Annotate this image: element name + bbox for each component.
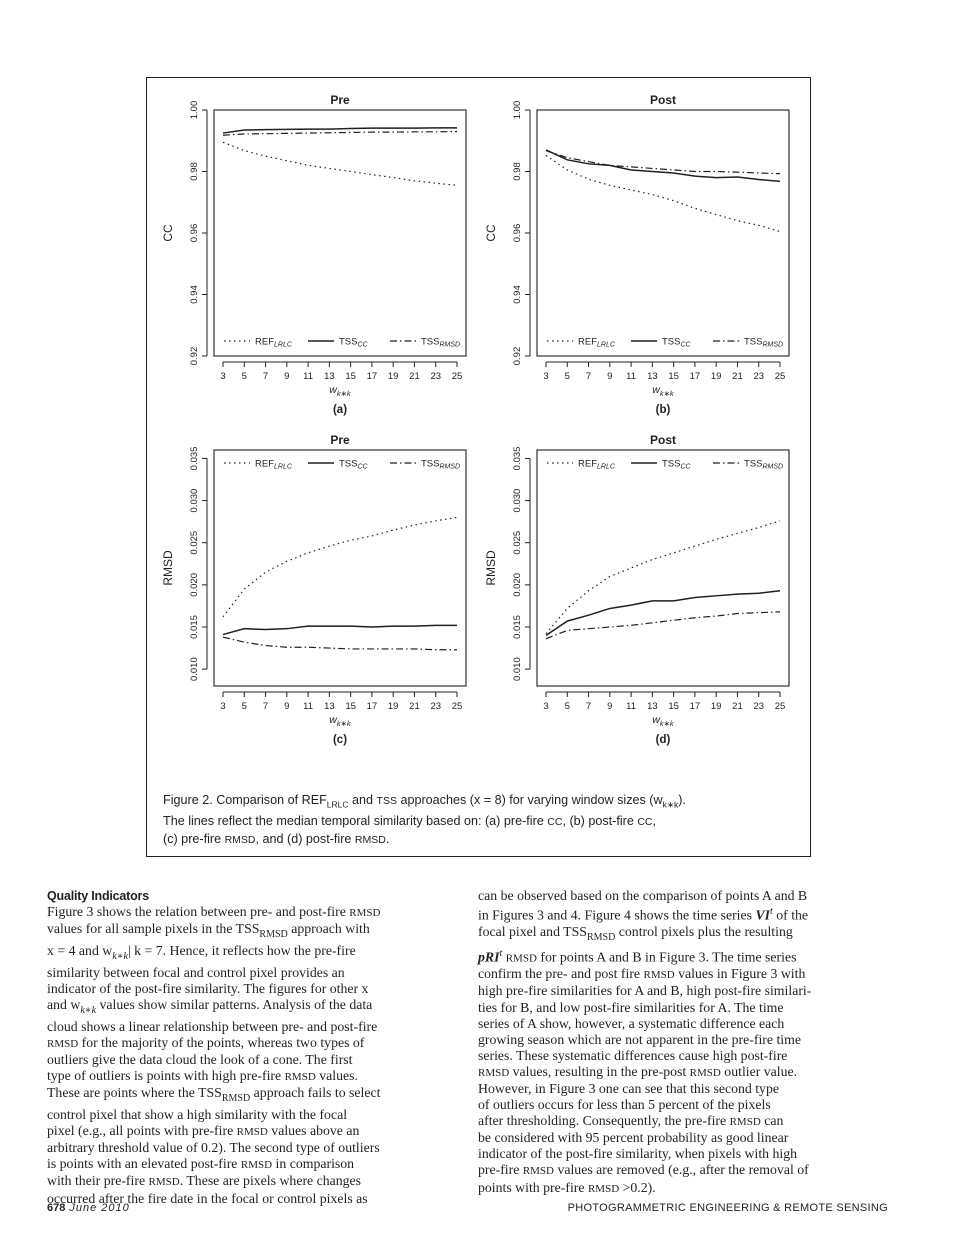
text-line: series of A show, however, a systematic difference each: [478, 1015, 785, 1031]
text-line: These are points where the $TSS_{RMSD}$ approach fails to select: [47, 1085, 381, 1104]
y-tick-label: 0.035: [189, 446, 200, 471]
series-line-reflrlc: [223, 142, 457, 185]
x-tick-label: 23: [753, 701, 765, 712]
text-line: with their pre-fire RMSD. These are pixels where changes: [47, 1173, 362, 1189]
text-line: and $w_{k∗k}$ values show similar patterns. Analysis of the data: [47, 996, 373, 1016]
y-tick-label: 0.98: [512, 162, 523, 181]
y-tick-label: 0.035: [512, 446, 523, 471]
text-line: occurred after the fire date in the focal or control pixels as: [47, 1190, 368, 1206]
x-tick-label: 3: [220, 701, 226, 712]
x-tick-label: 21: [409, 371, 420, 382]
chart-title: Post: [649, 433, 677, 447]
x-tick-label: 5: [241, 371, 247, 382]
x-tick-label: 11: [303, 371, 314, 382]
x-tick-label: 23: [753, 371, 765, 382]
chart-panel-a: [161, 93, 466, 416]
x-axis-label: $w_{k∗k}$: [652, 384, 674, 398]
text-line: pRI$^t$ RMSD for points A and B in Figure 3. The time series: [478, 947, 797, 965]
y-tick-label: 0.98: [189, 162, 200, 181]
legend-label: $REF_{LRLC}$: [255, 336, 292, 349]
x-tick-label: 17: [366, 701, 378, 712]
x-axis-label: $w_{k∗k}$: [329, 714, 351, 728]
series-line-tssrmsd: [223, 637, 457, 650]
y-tick-label: 0.92: [512, 346, 523, 366]
y-tick-label: 0.010: [189, 657, 200, 682]
chart-panel-b: [484, 93, 789, 416]
series-line-tsscc: [546, 150, 780, 181]
legend-label: $TSS_{CC}$: [662, 458, 691, 471]
y-tick-label: 0.94: [189, 285, 200, 304]
y-tick-label: 0.030: [512, 488, 523, 513]
body-text-left: [47, 904, 467, 1207]
plot-area: [537, 110, 789, 356]
x-tick-label: 9: [284, 701, 290, 712]
x-tick-label: 13: [324, 371, 335, 382]
y-tick-label: 0.92: [189, 346, 200, 366]
x-tick-label: 3: [220, 371, 226, 382]
text-line: control pixel that show a high similarity with the focal: [47, 1107, 348, 1123]
caption-line-3: (c) pre-fire RMSD, and (d) post-fire RMSD.: [163, 831, 390, 846]
text-line: be considered with 95 percent probability as good linear: [478, 1130, 789, 1146]
text-line: outliers give the data cloud the look of a cone. The first: [47, 1052, 353, 1067]
text-line: RMSD for the majority of the points, whereas two types of: [47, 1034, 365, 1050]
x-tick-label: 15: [345, 371, 356, 382]
x-tick-label: 13: [647, 701, 658, 712]
x-axis-label: $w_{k∗k}$: [329, 384, 351, 398]
text-line: of outliers occurs for less than 5 percent of the pixels: [478, 1097, 771, 1113]
legend-label: $TSS_{CC}$: [339, 458, 368, 471]
chart-panel-d: [484, 433, 789, 746]
text-line: Figure 3 shows the relation between pre- and post-fire RMSD: [47, 904, 381, 919]
chart-legend: [224, 337, 460, 349]
legend-label: $TSS_{RMSD}$: [421, 336, 461, 349]
x-axis-label: $w_{k∗k}$: [652, 714, 674, 728]
legend-label: $REF_{LRLC}$: [255, 458, 292, 471]
legend-label: $REF_{LRLC}$: [578, 458, 615, 471]
y-axis-label: RMSD: [484, 550, 498, 586]
legend-label: $REF_{LRLC}$: [578, 336, 615, 349]
x-tick-label: 21: [732, 371, 743, 382]
x-tick-label: 11: [626, 701, 637, 712]
x-tick-label: 7: [262, 701, 269, 712]
x-tick-label: 11: [626, 371, 637, 382]
x-tick-label: 9: [607, 371, 613, 382]
plot-area: [537, 450, 789, 686]
x-tick-label: 13: [324, 701, 335, 712]
text-line: points with pre-fire RMSD >0.2).: [478, 1179, 656, 1195]
text-line: indicator of the post-fire similarity. The figures for other x: [47, 980, 369, 996]
panel-letter: (c): [332, 734, 348, 746]
legend-label: $TSS_{RMSD}$: [421, 458, 461, 471]
x-tick-label: 15: [668, 371, 679, 382]
y-axis-label: CC: [484, 224, 498, 242]
x-tick-label: 17: [689, 371, 701, 382]
series-line-reflrlc: [546, 156, 780, 232]
body-column-left: [47, 888, 467, 1207]
text-line: type of outliers is points with high pre-fire RMSD values.: [47, 1068, 358, 1084]
panel-letter: (b): [655, 404, 671, 416]
text-line: RMSD values, resulting in the pre-post RMSD outlier value.: [478, 1063, 798, 1079]
x-tick-label: 25: [774, 701, 786, 712]
x-tick-label: 3: [543, 371, 549, 382]
series-line-tsscc: [223, 625, 457, 634]
text-line: focal pixel and $TSS_{RMSD}$ control pixels plus the resulting: [478, 923, 793, 943]
x-tick-label: 5: [564, 371, 570, 382]
body-text-right: [478, 888, 898, 1197]
x-tick-label: 19: [710, 701, 722, 712]
text-line: values for all sample pixels in the $TSS_{RMSD}$ approach with: [47, 921, 370, 940]
y-tick-label: 0.010: [512, 657, 523, 682]
series-line-tssrmsd: [223, 132, 457, 136]
body-column-right: [478, 888, 898, 1197]
y-tick-label: 0.015: [512, 615, 523, 639]
y-tick-label: 1.00: [512, 100, 523, 120]
panel-letter: (d): [655, 734, 671, 746]
y-tick-label: 0.020: [512, 572, 523, 597]
y-tick-label: 0.96: [189, 223, 200, 243]
text-line: growing season which are not apparent in the pre-fire time: [478, 1031, 801, 1047]
x-tick-label: 7: [262, 371, 269, 382]
x-tick-label: 23: [430, 701, 442, 712]
x-tick-label: 3: [543, 701, 549, 712]
text-line: after thresholding. Consequently, the pre-fire RMSD can: [478, 1113, 784, 1129]
y-axis-label: CC: [161, 224, 175, 242]
text-line: arbitrary threshold value of 0.2). The second type of outliers: [47, 1140, 380, 1156]
text-line: ties for B, and low post-fire similarities for A. The time: [478, 999, 784, 1015]
y-tick-label: 0.94: [512, 285, 523, 304]
text-line: pre-fire RMSD values are removed (e.g., after the removal of: [478, 1162, 809, 1178]
text-line: indicator of the post-fire similarity, when pixels with high: [478, 1146, 798, 1162]
x-tick-label: 19: [710, 371, 722, 382]
x-tick-label: 17: [689, 701, 701, 712]
y-tick-label: 0.025: [189, 530, 200, 555]
page-footer-left: [47, 1202, 130, 1214]
x-tick-label: 5: [241, 701, 247, 712]
x-tick-label: 15: [668, 701, 679, 712]
x-tick-label: 19: [387, 701, 399, 712]
x-tick-label: 13: [647, 371, 658, 382]
plot-area: [214, 450, 466, 686]
panel-letter: (a): [332, 404, 348, 416]
text-line: confirm the pre- and post fire RMSD values in Figure 3 with: [478, 966, 806, 982]
chart-title: Post: [649, 93, 677, 107]
chart-title: Pre: [330, 93, 350, 107]
x-tick-label: 21: [409, 701, 420, 712]
text-line: cloud shows a linear relationship between pre- and post-fire: [47, 1018, 378, 1034]
x-tick-label: 23: [430, 371, 442, 382]
x-tick-label: 11: [303, 701, 314, 712]
x-tick-label: 7: [585, 701, 592, 712]
chart-legend: [547, 337, 783, 349]
chart-legend: [224, 459, 460, 471]
text-line: is points with an elevated post-fire RMSD in comparison: [47, 1156, 355, 1172]
page-number: 678: [47, 1202, 66, 1214]
text-line: series. These systematic differences cause high post-fire: [478, 1047, 788, 1063]
legend-label: $TSS_{CC}$: [662, 336, 691, 349]
text-line: similarity between focal and control pixel provides an: [47, 964, 345, 980]
legend-label: $TSS_{RMSD}$: [744, 458, 784, 471]
series-line-reflrlc: [223, 517, 457, 616]
x-tick-label: 17: [366, 371, 378, 382]
chart-legend: [547, 459, 783, 471]
y-tick-label: 1.00: [189, 100, 200, 120]
y-tick-label: 0.020: [189, 572, 200, 597]
chart-title: Pre: [330, 433, 350, 447]
x-tick-label: 25: [451, 371, 463, 382]
legend-label: $TSS_{CC}$: [339, 336, 368, 349]
chart-panel-c: [161, 433, 466, 746]
y-tick-label: 0.96: [512, 223, 523, 243]
x-tick-label: 15: [345, 701, 356, 712]
x-tick-label: 7: [585, 371, 592, 382]
journal-name: PHOTOGRAMMETRIC ENGINEERING & REMOTE SENSING: [567, 1202, 888, 1214]
section-heading: Quality Indicators: [47, 889, 149, 903]
issue-date: June 2010: [69, 1202, 130, 1214]
x-tick-label: 19: [387, 371, 399, 382]
text-line: can be observed based on the comparison of points A and B: [478, 888, 808, 903]
x-tick-label: 9: [607, 701, 613, 712]
text-line: high pre-fire similarities for A and B, high post-fire similari-: [478, 983, 812, 999]
y-tick-label: 0.025: [512, 530, 523, 555]
figure-caption: [163, 792, 803, 848]
text-line: However, in Figure 3 one can see that this second type: [478, 1080, 779, 1096]
y-tick-label: 0.015: [189, 615, 200, 639]
x-tick-label: 25: [774, 371, 786, 382]
x-tick-label: 5: [564, 701, 570, 712]
x-tick-label: 9: [284, 371, 290, 382]
text-line: x = 4 and $w_{k∗k}|$ k = 7. Hence, it reflects how the pre-fire: [47, 942, 356, 962]
caption-line-2: The lines reflect the median temporal similarity based on: (a) pre-fire CC, (b) post-fire CC,: [163, 814, 657, 829]
text-line: pixel (e.g., all points with pre-fire RMSD values above an: [47, 1123, 360, 1139]
y-axis-label: RMSD: [161, 550, 175, 586]
y-tick-label: 0.030: [189, 488, 200, 513]
series-line-tssrmsd: [546, 612, 780, 639]
plot-area: [214, 110, 466, 356]
text-line: in Figures 3 and 4. Figure 4 shows the time series $VI^t$ of the: [478, 906, 809, 923]
x-tick-label: 21: [732, 701, 743, 712]
caption-line-1: Figure 2. Comparison of $REF_{LRLC}$ and TSS approaches (x = 8) for varying window sizes $(w_{k∗k})$.: [163, 793, 686, 810]
x-tick-label: 25: [451, 701, 463, 712]
legend-label: $TSS_{RMSD}$: [744, 336, 784, 349]
